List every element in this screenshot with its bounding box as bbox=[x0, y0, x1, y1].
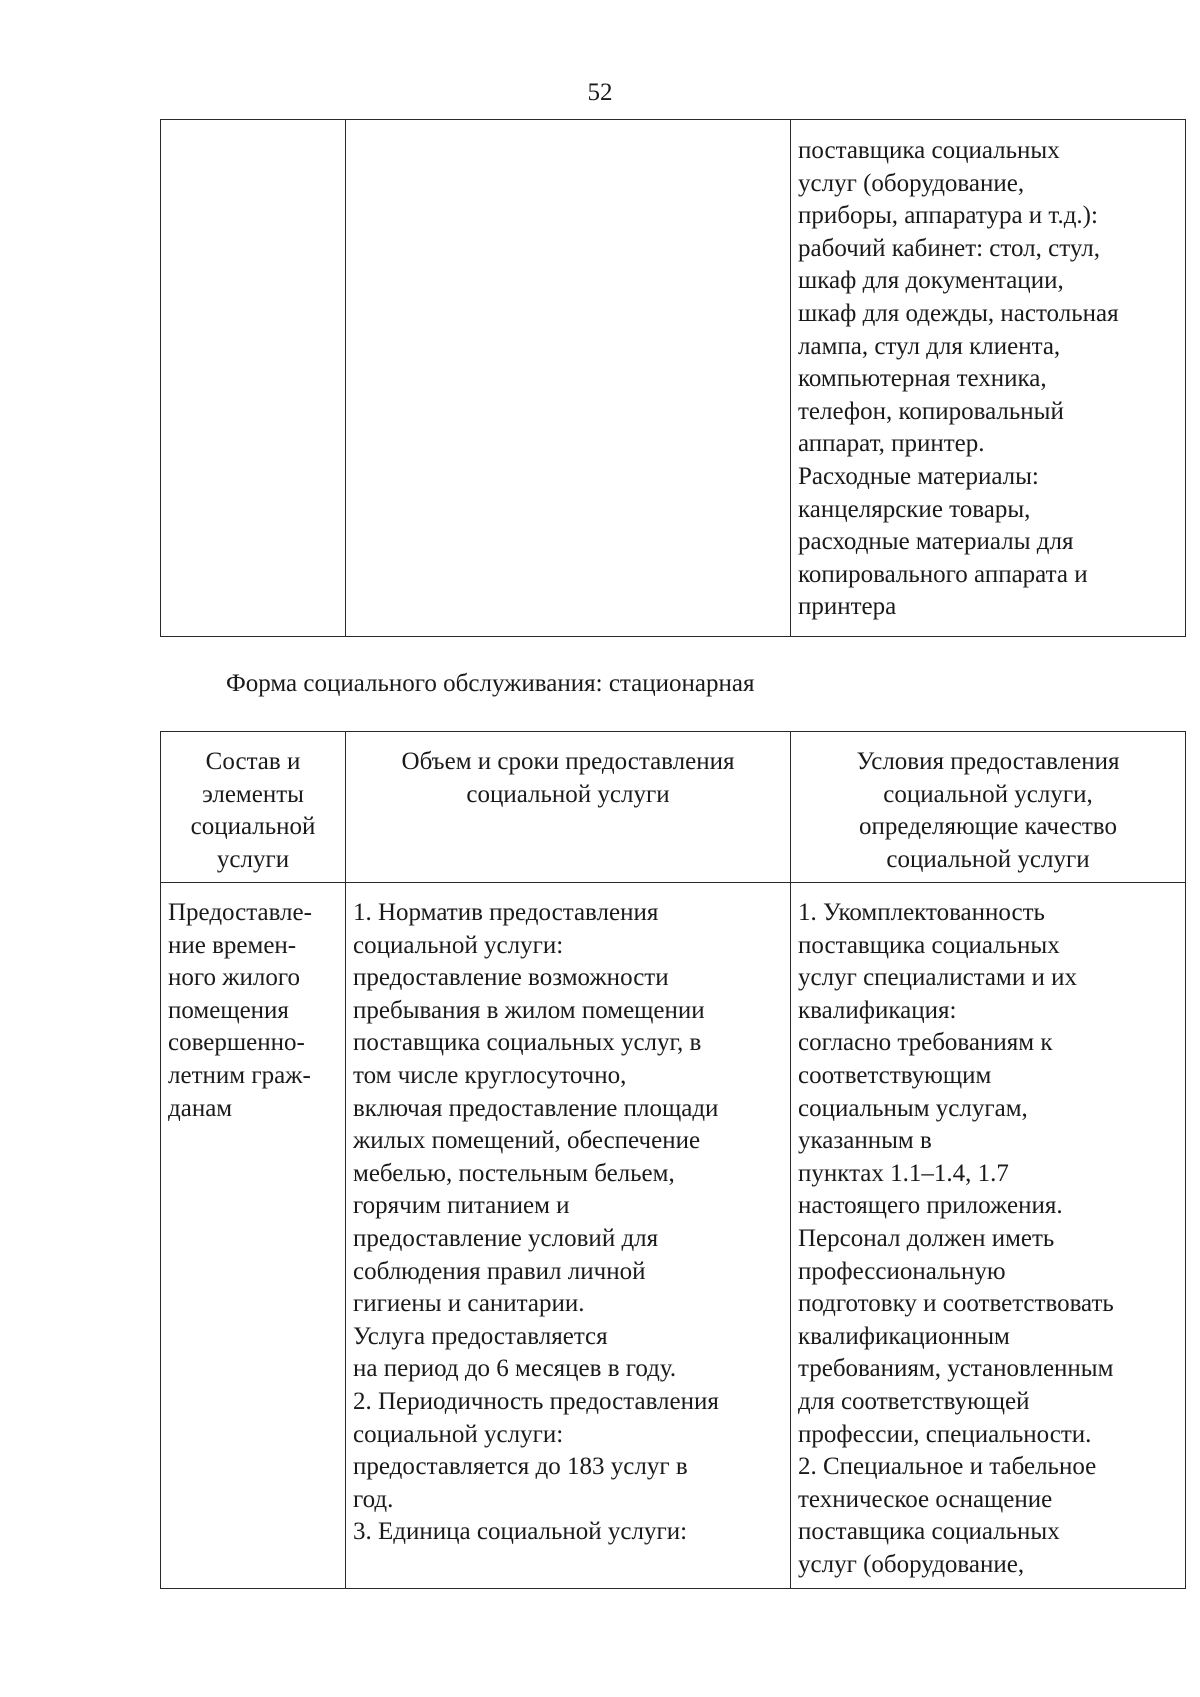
table-cell-conditions bbox=[791, 120, 1186, 637]
text-line: принтера bbox=[798, 593, 897, 621]
text-line: 1. Норматив предоставления bbox=[353, 899, 659, 926]
text-line: лампа, стул для клиента, bbox=[798, 332, 1061, 360]
header-line: элементы bbox=[202, 780, 304, 808]
header-line: социальной bbox=[190, 813, 316, 841]
text-line: настоящего приложения. bbox=[798, 1192, 1063, 1220]
text-line: совершенно- bbox=[168, 1029, 305, 1057]
text-line: 2. Специальное и табельное bbox=[798, 1453, 1097, 1481]
table-cell-composition bbox=[161, 120, 346, 637]
text-line: Персонал должен иметь bbox=[798, 1224, 1055, 1252]
text-line: профессии, специальности. bbox=[798, 1420, 1092, 1448]
table-cell-composition bbox=[161, 883, 346, 1589]
header-line: социальной услуги bbox=[886, 845, 1090, 873]
text-line: Расходные материалы: bbox=[798, 462, 1039, 490]
service-table bbox=[160, 731, 1186, 1589]
text-line: включая предоставление площади bbox=[353, 1094, 719, 1122]
text-line: шкаф для одежды, настольная bbox=[798, 299, 1119, 327]
text-line: поставщика социальных bbox=[798, 931, 1060, 959]
header-conditions bbox=[791, 732, 1186, 883]
text-line: копировального аппарата и bbox=[798, 560, 1088, 588]
text-line: летним граж- bbox=[168, 1061, 311, 1089]
text-line: предоставление условий для bbox=[353, 1224, 659, 1252]
page-number: 52 bbox=[587, 79, 613, 106]
header-volume bbox=[346, 732, 791, 883]
text-line: компьютерная техника, bbox=[798, 365, 1047, 393]
header-line: Условия предоставления bbox=[856, 748, 1120, 775]
text-line: данам bbox=[168, 1094, 233, 1122]
text-line: услуг (оборудование, bbox=[798, 1550, 1025, 1578]
text-line: аппарат, принтер. bbox=[798, 430, 985, 458]
text-line: требованиям, установленным bbox=[798, 1355, 1114, 1383]
table-cell-volume bbox=[346, 883, 791, 1589]
text-line: поставщика социальных bbox=[798, 1518, 1060, 1546]
text-line: Услуга предоставляется bbox=[353, 1322, 608, 1350]
text-line: квалификация: bbox=[798, 996, 957, 1024]
table-row bbox=[161, 883, 1186, 1589]
text-line: приборы, аппаратура и т.д.): bbox=[798, 202, 1098, 230]
header-line: социальной услуги, bbox=[883, 780, 1093, 808]
text-line: ние времен- bbox=[168, 931, 297, 959]
text-line: рабочий кабинет: стол, стул, bbox=[798, 234, 1100, 262]
text-line: предоставляется до 183 услуг в bbox=[353, 1453, 688, 1481]
text-line: пунктах 1.1–1.4, 1.7 bbox=[798, 1159, 1009, 1187]
text-line: телефон, копировальный bbox=[798, 397, 1064, 425]
text-line: помещения bbox=[168, 996, 289, 1024]
text-line: ного жилого bbox=[168, 964, 301, 992]
text-line: подготовку и соответствовать bbox=[798, 1290, 1114, 1318]
text-line: указанным в bbox=[798, 1127, 932, 1155]
text-line: шкаф для документации, bbox=[798, 267, 1064, 295]
service-form-caption: Форма социального обслуживания: стационарная bbox=[226, 670, 755, 697]
continued-table bbox=[160, 119, 1186, 637]
text-line: 1. Укомплектованность bbox=[798, 899, 1045, 926]
table-cell-conditions bbox=[791, 883, 1186, 1589]
header-line: Объем и сроки предоставления bbox=[401, 748, 735, 775]
header-line: социальной услуги bbox=[466, 780, 670, 808]
text-line: для соответствующей bbox=[798, 1387, 1030, 1415]
text-line: 3. Единица социальной услуги: bbox=[353, 1518, 688, 1546]
text-line: Предоставле- bbox=[168, 899, 312, 926]
text-line: соблюдения правил личной bbox=[353, 1257, 646, 1285]
text-line: жилых помещений, обеспечение bbox=[353, 1127, 701, 1155]
text-line: год. bbox=[353, 1485, 394, 1513]
table-header-row bbox=[161, 732, 1186, 883]
header-composition bbox=[161, 732, 346, 883]
text-line: социальным услугам, bbox=[798, 1094, 1028, 1122]
text-line: на период до 6 месяцев в году. bbox=[353, 1355, 677, 1383]
text-line: 2. Периодичность предоставления bbox=[353, 1387, 719, 1415]
header-line: определяющие качество bbox=[859, 813, 1117, 841]
table-row bbox=[161, 120, 1186, 637]
text-line: пребывания в жилом помещении bbox=[353, 996, 705, 1024]
header-line: Состав и bbox=[205, 748, 301, 775]
text-line: услуг специалистами и их bbox=[798, 964, 1077, 992]
text-line: поставщика социальных услуг, в bbox=[353, 1029, 702, 1057]
text-line: соответствующим bbox=[798, 1061, 992, 1089]
header-line: услуги bbox=[216, 845, 290, 873]
text-line: гигиены и санитарии. bbox=[353, 1290, 585, 1318]
text-line: услуг (оборудование, bbox=[798, 169, 1025, 197]
table-cell-volume bbox=[346, 120, 791, 637]
text-line: социальной услуги: bbox=[353, 931, 564, 959]
text-line: том числе круглосуточно, bbox=[353, 1061, 627, 1089]
text-line: техническое оснащение bbox=[798, 1485, 1053, 1513]
text-line: поставщика социальных bbox=[798, 137, 1060, 164]
text-line: канцелярские товары, bbox=[798, 495, 1031, 523]
text-line: профессиональную bbox=[798, 1257, 1006, 1285]
text-line: согласно требованиям к bbox=[798, 1029, 1053, 1057]
text-line: расходные материалы для bbox=[798, 528, 1074, 556]
text-line: мебелью, постельным бельем, bbox=[353, 1159, 675, 1187]
text-line: социальной услуги: bbox=[353, 1420, 564, 1448]
text-line: горячим питанием и bbox=[353, 1192, 570, 1220]
text-line: предоставление возможности bbox=[353, 964, 669, 992]
text-line: квалификационным bbox=[798, 1322, 1010, 1350]
